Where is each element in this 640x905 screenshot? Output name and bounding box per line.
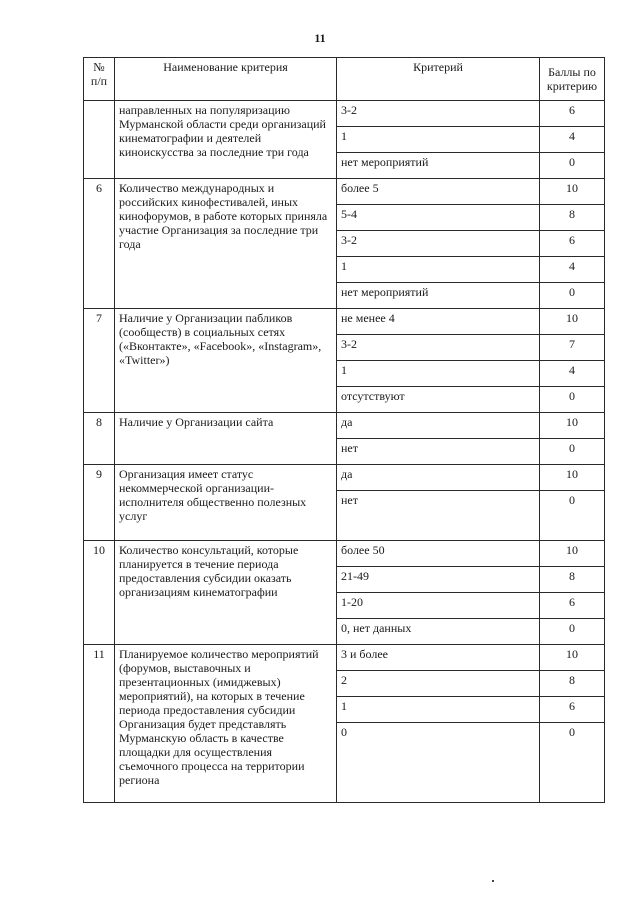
score-value: 4	[540, 361, 605, 387]
criterion-value: более 50	[337, 541, 540, 567]
score-value: 0	[540, 491, 605, 541]
score-value: 0	[540, 723, 605, 803]
score-value: 0	[540, 619, 605, 645]
table-row	[84, 413, 605, 439]
criteria-table	[83, 57, 605, 803]
scan-dot	[492, 880, 494, 882]
table-row	[84, 309, 605, 335]
criterion-value: нет	[337, 491, 540, 541]
score-value: 7	[540, 335, 605, 361]
criterion-value: 1	[337, 697, 540, 723]
criterion-value: да	[337, 465, 540, 491]
table-header-row	[84, 58, 605, 101]
criterion-name: Организация имеет статус некоммерческой организации-исполнителя общественно полезных услуг	[115, 465, 337, 541]
score-value: 4	[540, 257, 605, 283]
criterion-value: нет	[337, 439, 540, 465]
score-value: 10	[540, 465, 605, 491]
score-value: 6	[540, 101, 605, 127]
header-criterion: Критерий	[337, 58, 540, 101]
criterion-value: нет мероприятий	[337, 153, 540, 179]
row-number: 9	[84, 465, 115, 541]
criterion-value: 1-20	[337, 593, 540, 619]
row-number: 7	[84, 309, 115, 413]
score-value: 8	[540, 567, 605, 593]
table-row	[84, 645, 605, 671]
score-value: 6	[540, 593, 605, 619]
table-row	[84, 465, 605, 491]
score-value: 0	[540, 387, 605, 413]
criterion-value: более 5	[337, 179, 540, 205]
criterion-value: 2	[337, 671, 540, 697]
header-criterion-name: Наименование критерия	[115, 58, 337, 101]
score-value: 6	[540, 231, 605, 257]
row-number: 10	[84, 541, 115, 645]
criterion-value: 21-49	[337, 567, 540, 593]
score-value: 10	[540, 179, 605, 205]
criterion-value: 3-2	[337, 335, 540, 361]
criterion-value: 1	[337, 361, 540, 387]
score-value: 10	[540, 645, 605, 671]
criterion-value: отсутствуют	[337, 387, 540, 413]
score-value: 4	[540, 127, 605, 153]
criterion-value: 5-4	[337, 205, 540, 231]
criterion-value: 0	[337, 723, 540, 803]
score-value: 0	[540, 153, 605, 179]
criterion-name: направленных на популяризацию Мурманской области среди организаций кинематографии и деятелей киноискусства за последние три года	[115, 101, 337, 179]
criterion-value: 3-2	[337, 101, 540, 127]
criterion-name: Количество международных и российских кинофестивалей, иных кинофорумов, в работе которых приняла участие Организация за последние три года	[115, 179, 337, 309]
header-score: Баллы по критерию	[540, 58, 605, 101]
criterion-value: 1	[337, 127, 540, 153]
criterion-value: 1	[337, 257, 540, 283]
criterion-value: нет мероприятий	[337, 283, 540, 309]
row-number: 6	[84, 179, 115, 309]
score-value: 10	[540, 413, 605, 439]
score-value: 0	[540, 283, 605, 309]
criterion-value: не менее 4	[337, 309, 540, 335]
row-number: 11	[84, 645, 115, 803]
table-row	[84, 179, 605, 205]
criterion-value: 0, нет данных	[337, 619, 540, 645]
row-number	[84, 101, 115, 179]
criterion-value: 3 и более	[337, 645, 540, 671]
criterion-name: Количество консультаций, которые планируется в течение периода предоставления субсидии оказать организациям кинематографии	[115, 541, 337, 645]
criterion-name: Наличие у Организации сайта	[115, 413, 337, 465]
table-body	[84, 101, 605, 803]
score-value: 10	[540, 541, 605, 567]
page-number: 11	[314, 31, 326, 45]
criterion-name: Наличие у Организации пабликов (сообществ) в социальных сетях («Вконтакте», «Facebook», «Instagram», «Twitter»)	[115, 309, 337, 413]
score-value: 10	[540, 309, 605, 335]
score-value: 0	[540, 439, 605, 465]
table-row	[84, 541, 605, 567]
table-row	[84, 101, 605, 127]
criterion-name: Планируемое количество мероприятий (форумов, выставочных и презентационных (имиджевых) мероприятий), на которых в течение периода предоставления субсидии Организация будет представлять Мурманскую область в качестве площадки для осуществления съемочного процесса на территории региона	[115, 645, 337, 803]
row-number: 8	[84, 413, 115, 465]
score-value: 8	[540, 205, 605, 231]
header-number: № п/п	[84, 58, 115, 101]
criterion-value: да	[337, 413, 540, 439]
criterion-value: 3-2	[337, 231, 540, 257]
score-value: 8	[540, 671, 605, 697]
score-value: 6	[540, 697, 605, 723]
